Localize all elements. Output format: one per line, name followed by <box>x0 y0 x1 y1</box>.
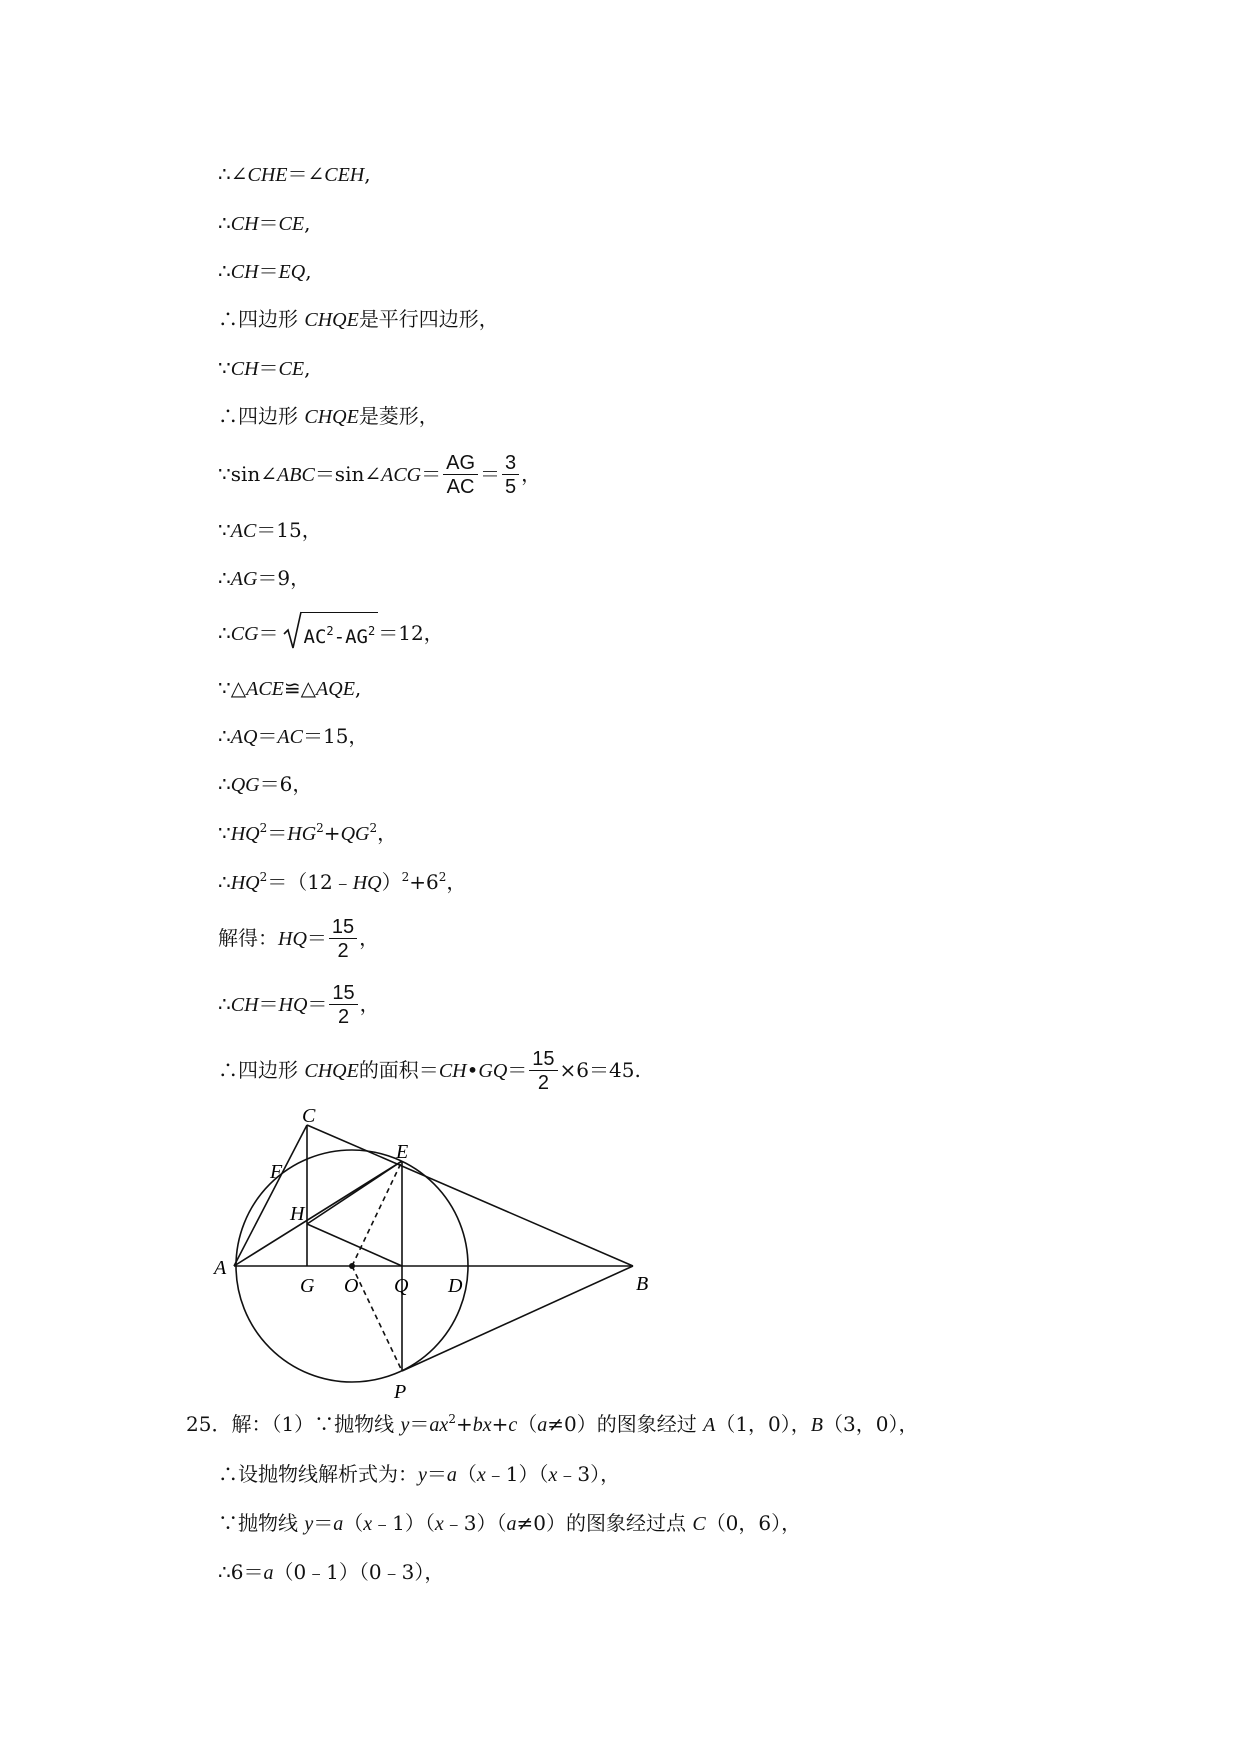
ac-line: ∵AC＝15， <box>218 518 322 542</box>
area-line: ∴四边形 CHQE的面积＝CH•GQ＝ $\frac{15}{2}$ ×6＝45. <box>218 1048 641 1094</box>
label-q: Q <box>394 1275 409 1297</box>
aq-line: ∴AQ＝AC＝15， <box>218 724 369 748</box>
square-root: $AC^2-AG^2$ <box>283 612 379 657</box>
label-g: G <box>300 1275 315 1297</box>
fraction-15-2: $\frac{15}{2}$ <box>529 1048 557 1095</box>
pythagoras-substitute-line: $\therefore HQ^2=(12﹣HQ)^2+6^2$， <box>218 870 467 894</box>
proof-line-1: ∴∠CHE＝∠CEH, <box>218 162 371 186</box>
label-p: P <box>394 1381 407 1403</box>
label-o: O <box>344 1275 359 1297</box>
cg-line: ∴CG＝ $AC^2-AG^2 =12$， <box>218 612 444 657</box>
segment-ac <box>234 1125 307 1266</box>
label-e: E <box>396 1141 409 1163</box>
geometry-figure <box>210 1108 670 1408</box>
label-c: C <box>302 1108 316 1127</box>
proof-line-5: ∵CH＝CE, <box>218 356 311 380</box>
solve-line: 解得：HQ＝ $\frac{15}{2}$ ， <box>218 916 380 962</box>
sin-line: ∵sin∠ABC＝sin∠ACG＝ $\frac{AG}{AC}$ ＝ $\frac{3}{5}$ ， <box>218 452 542 498</box>
label-d: D <box>448 1275 463 1297</box>
proof-line-2: ∴CH＝CE, <box>218 211 311 235</box>
fraction-15-2: $\frac{15}{2}$ <box>329 982 357 1029</box>
fraction-3-5: $\frac{3}{5}$ <box>502 452 519 499</box>
fraction-ag-ac: $\frac{AG}{AC}$ <box>443 452 478 499</box>
label-a: A <box>214 1257 227 1279</box>
q25-line-1: 25．解：（1）∵抛物线 $y=ax^2+bx+c(a\ne 0)$的图象经过 A（1，0），B（3，0）， <box>186 1412 919 1436</box>
proof-line-6: ∴四边形 CHQE是菱形， <box>218 404 439 428</box>
label-f: F <box>270 1161 283 1183</box>
proof-line-3: ∴CH＝EQ, <box>218 259 312 283</box>
congruent-line: ∵△ACE≌△AQE, <box>218 676 362 700</box>
ag-line: ∴AG＝9， <box>218 566 311 590</box>
q25-line-4: ∴6＝a（0﹣1）（0﹣3）， <box>218 1560 445 1584</box>
q25-line-2: ∴设抛物线解析式为：y＝a（x﹣1）（x﹣3）， <box>218 1462 621 1486</box>
q25-line-3: ∵抛物线 y＝a（x﹣1）（x﹣3）（a≠0）的图象经过点 C（0，6）， <box>218 1511 802 1535</box>
segment-pb <box>402 1266 633 1371</box>
segment-hq <box>307 1224 402 1266</box>
pythagoras-line: $\because HQ^2=HG^2+QG^2$， <box>218 821 398 845</box>
label-b: B <box>636 1273 649 1295</box>
ch-hq-line: ∴CH＝HQ＝ $\frac{15}{2}$ ， <box>218 982 380 1028</box>
center-point-o <box>349 1263 355 1269</box>
label-h: H <box>290 1203 305 1225</box>
qg-line: ∴QG＝6， <box>218 772 313 796</box>
fraction-15-2: $\frac{15}{2}$ <box>329 916 357 963</box>
proof-line-4: ∴四边形 CHQE是平行四边形， <box>218 307 499 331</box>
